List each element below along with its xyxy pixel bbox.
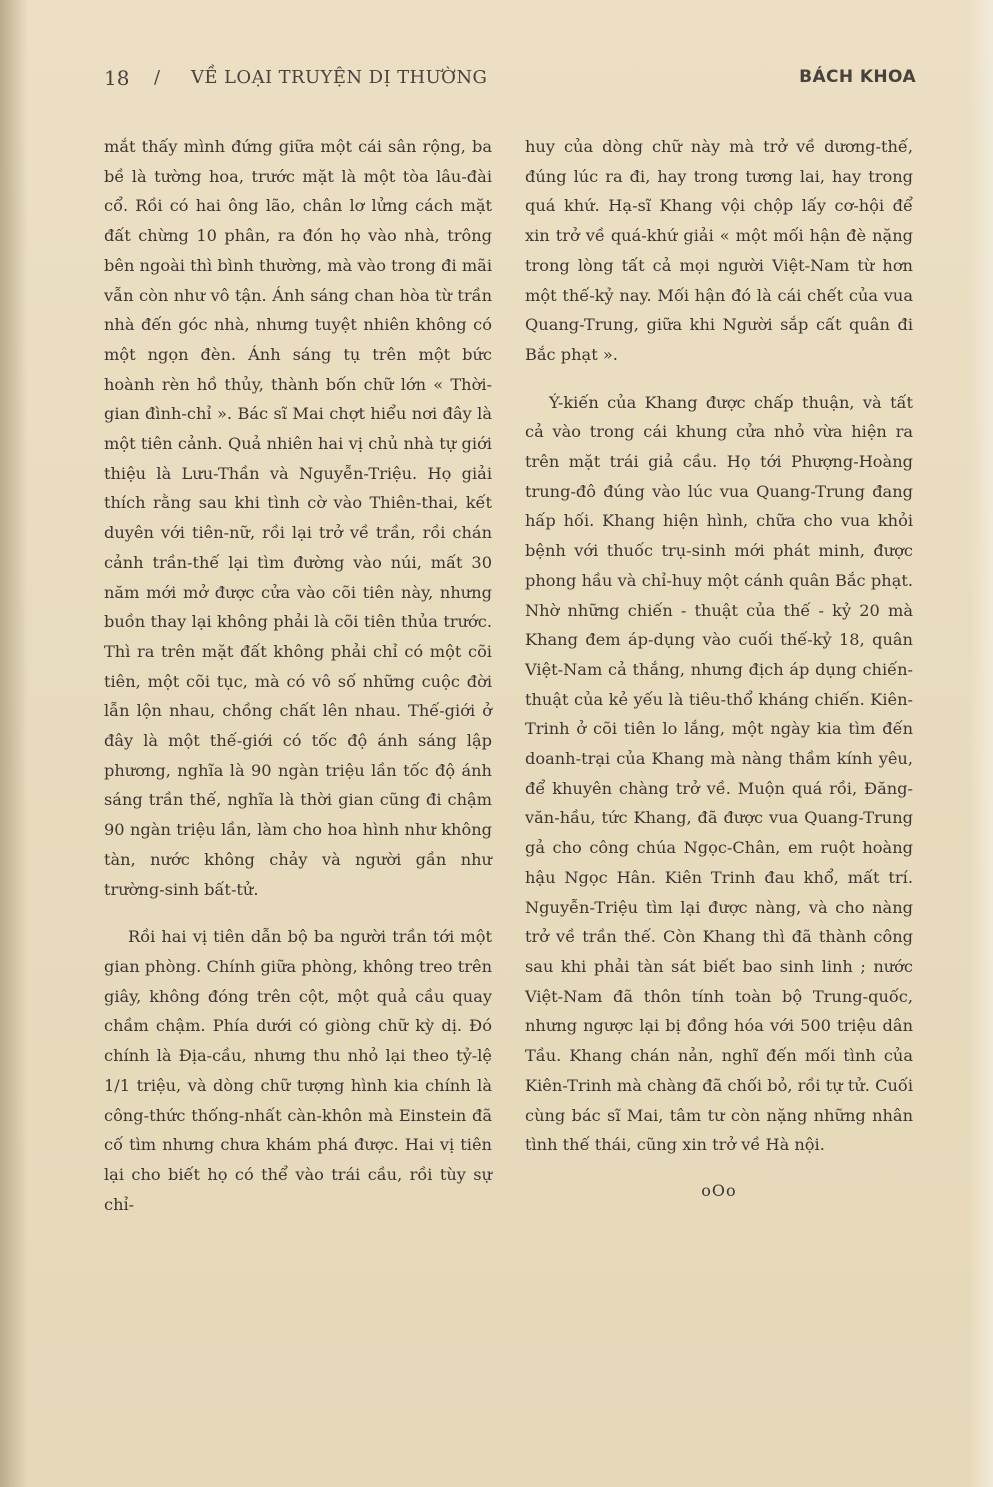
paragraph: mắt thấy mình đứng giữa một cái sân rộng, ba bề là tường hoa, trước mặt là một tòa lâu-đài cổ. Rồi có hai ông lão, chân lơ lửng cách mặt đất chừng 10 phân, ra đón họ vào nhà, trông bên ngoài thì bình thường, mà vào trong đi mãi vẫn còn như vô tận. Ánh sáng chan hòa từ trần nhà đến góc nhà, nhưng tuyệt nhiên không có một ngọn đèn. Ánh sáng tụ trên một bức hoành rèn hồ thủy, thành bốn chữ lớn « Thời-gian đình-chỉ ». Bác sĩ Mai chợt hiểu nơi đây là một tiên cảnh. Quả nhiên hai vị chủ nhà tự giới thiệu là Lưu-Thần và Nguyễn-Triệu. Họ giải thích rằng sau khi tình cờ vào Thiên-thai, kết duyên với tiên-nữ, rồi lại trở về trần, rồi chán cảnh trần-thế lại tìm đường vào núi, mất 30 năm mới mở được cửa vào cõi tiên này, nhưng buồn thay lại không phải là cõi tiên thủa trước. Thì ra trên mặt đất không phải chỉ có một cõi tiên, một cõi tục, mà có vô số những cuộc đời lẫn lộn nhau, chồng chất lên nhau. Thế-giới ở đây là một thế-giới có tốc độ ánh sáng lập phương, nghĩa là 90 ngàn triệu lần tốc độ ánh sáng trần thế, nghĩa là thời gian cũng đi chậm 90 ngàn triệu lần, làm cho hoa hình như không tàn, nước không chảy và người gần như trường-sinh bất-tử.	[104, 137, 492, 899]
paragraph: huy của dòng chữ này mà trở về dương-thế, đúng lúc ra đi, hay trong tương lai, hay trong quá khứ. Hạ-sĩ Khang vội chộp lấy cơ-hội để xin trở về quá-khứ giải « một mối hận đè nặng trong lòng tất cả mọi người Việt-Nam từ hơn một thế-kỷ nay. Mối hận đó là cái chết của vua Quang-Trung, giữa khi Người sắp cất quân đi Bắc phạt ».	[525, 137, 913, 364]
left-column	[104, 132, 492, 1219]
right-column	[525, 132, 913, 1206]
page-number: 18	[104, 66, 130, 90]
end-mark: oOo	[701, 1180, 737, 1200]
paragraph: Ý-kiến của Khang được chấp thuận, và tất cả vào trong cái khung cửa nhỏ vừa hiện ra trên mặt trái giả cầu. Họ tới Phượng-Hoàng trung-đô đúng vào lúc vua Quang-Trung đang hấp hối. Khang hiện hình, chữa cho vua khỏi bệnh với thuốc trụ-sinh mới phát minh, được phong hầu và chỉ-huy một cánh quân Bắc phạt. Nhờ những chiến - thuật của thế - kỷ 20 mà Khang đem áp-dụng vào cuối thế-kỷ 18, quân Việt-Nam cả thắng, nhưng địch áp dụng chiến-thuật của kẻ yếu là tiêu-thổ kháng chiến. Kiên-Trinh ở cõi tiên lo lắng, một ngày kia tìm đến doanh-trại của Khang mà nàng thầm kính yêu, để khuyên chàng trở về. Muộn quá rồi, Đăng-văn-hầu, tức Khang, đã được vua Quang-Trung gả cho công chúa Ngọc-Chân, em ruột hoàng hậu Ngọc Hân. Kiên Trinh đau khổ, mất trí. Nguyễn-Triệu tìm lại được nàng, và cho nàng trở về trần thế. Còn Khang thì đã thành công sau khi phải tàn sát biết bao sinh linh ; nước Việt-Nam đã thôn tính toàn bộ Trung-quốc, nhưng ngược lại bị đồng hóa với 500 triệu dân Tầu. Khang chán nản, nghĩ đến mối tình của Kiên-Trinh mà chàng đã chối bỏ, rồi tự tử. Cuối cùng bác sĩ Mai, tâm tư còn nặng những nhân tình thế thái, cũng xin trở về Hà nội.	[525, 392, 913, 1155]
binding-shadow	[0, 0, 28, 1487]
page-edge	[969, 0, 993, 1487]
paragraph: Rồi hai vị tiên dẫn bộ ba người trần tới một gian phòng. Chính giữa phòng, không treo trên giây, không đóng trên cột, một quả cầu quay chầm chậm. Phía dưới có giòng chữ kỳ dị. Đó chính là Địa-cầu, nhưng thu nhỏ lại theo tỷ-lệ 1/1 triệu, và dòng chữ tượng hình kia chính là công-thức thống-nhất càn-khôn mà Einstein đã cố tìm nhưng chưa khám phá được. Hai vị tiên lại cho biết họ có thể vào trái cầu, rồi tùy sự chỉ-	[104, 927, 492, 1214]
running-header	[104, 62, 916, 94]
header-separator: /	[154, 67, 161, 88]
journal-name: BÁCH KHOA	[799, 67, 916, 87]
section-title: VỀ LOẠI TRUYỆN DỊ THƯỜNG	[191, 67, 488, 88]
